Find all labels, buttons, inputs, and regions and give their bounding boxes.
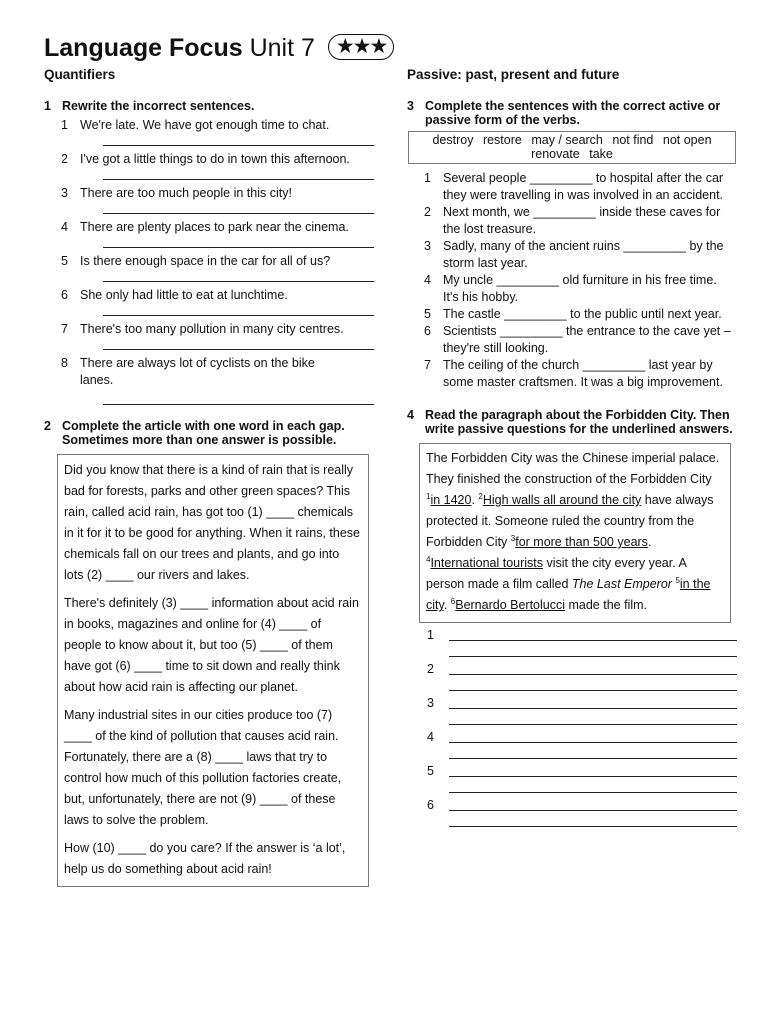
list-item: [424, 204, 734, 238]
list-item: [61, 321, 374, 350]
underlined-answer: in 1420: [430, 493, 472, 507]
word-option: restore: [482, 133, 522, 147]
answer-line[interactable]: [449, 625, 737, 641]
list-item: [424, 238, 734, 272]
article-paragraph: There's definitely (3) ____ information about acid rain in books, magazines and online for (4) ____ of people to know about it, but too (5) ____ of them have got (6) ____ time to sit down and really think about how acid rain is affecting our planet.: [64, 596, 359, 694]
forbidden-city-paragraph: [419, 443, 731, 623]
superscript-marker: 4: [426, 555, 431, 564]
item-text: My uncle _________ old furniture in his free time. It's his hobby.: [443, 273, 717, 304]
answer-row: [427, 625, 737, 659]
answer-lines-list: [427, 625, 737, 829]
underlined-answer: High walls all around the city: [482, 493, 642, 507]
answer-line[interactable]: [449, 811, 737, 827]
paragraph-text: made the film.: [565, 598, 647, 612]
exercise-number: 1: [44, 99, 51, 113]
item-number: 7: [61, 322, 68, 336]
underlined-answer: in the city: [426, 577, 711, 612]
item-text: We're late. We have got enough time to chat.: [80, 118, 330, 132]
item-text: There are plenty places to park near the cinema.: [80, 220, 349, 234]
item-number: 1: [424, 171, 431, 185]
paragraph-text: visit the city every year. A person made a film called: [426, 556, 687, 591]
left-column: [44, 66, 374, 887]
underlined-answer: Bernardo Bertolucci: [455, 598, 566, 612]
answer-row: [427, 659, 737, 693]
answer-line[interactable]: [449, 761, 737, 777]
article-paragraph: Many industrial sites in our cities produce too (7) ____ of the kind of pollution that causes acid rain. Fortunately, there are a (8) ____ laws that try to control how much of this pollution factories create, but, unfortunately, there are not (9) ____ of these laws to solve the problem.: [64, 708, 342, 827]
list-item: [61, 287, 374, 316]
word-option: not find: [612, 133, 654, 147]
exercise-4-heading: [407, 408, 737, 436]
paragraph-text: .: [471, 493, 479, 507]
exercise-3-heading: [407, 99, 737, 127]
answer-line[interactable]: [103, 270, 374, 282]
exercise-number: 3: [407, 99, 414, 113]
answer-number: 6: [427, 798, 434, 812]
article-paragraph: Did you know that there is a kind of rain that is really bad for forests, parks and other green spaces? This rain, called acid rain, has got too (1) ____ chemicals in it for it to be good for anything. When it rains, these chemicals fall on our trees and plants, and go into lots (2) ____ our rivers and lakes.: [64, 463, 360, 582]
word-box: [408, 131, 736, 164]
answer-line[interactable]: [449, 743, 737, 759]
item-number: 4: [424, 273, 431, 287]
section-title-quantifiers: Quantifiers: [44, 67, 116, 82]
answer-line[interactable]: [103, 236, 374, 248]
list-item: [61, 355, 374, 405]
answer-line[interactable]: [449, 727, 737, 743]
answer-number: 5: [427, 764, 434, 778]
answer-number: 4: [427, 730, 434, 744]
item-number: 1: [61, 118, 68, 132]
item-number: 8: [61, 356, 68, 370]
paragraph-text: The Forbidden City was the Chinese imperial palace. They finished the construction of the Forbidden City: [426, 451, 720, 486]
list-item: [61, 117, 374, 146]
difficulty-stars: ★★★: [328, 34, 394, 60]
exercise-2-heading: [44, 419, 374, 447]
answer-row: [427, 727, 737, 761]
item-text: There are always lot of cyclists on the bike lanes.: [80, 356, 315, 387]
article-paragraph: How (10) ____ do you care? If the answer is ‘a lot’, help us do something about acid rain!: [64, 841, 346, 876]
answer-number: 2: [427, 662, 434, 676]
superscript-marker: 1: [426, 492, 431, 501]
answer-line[interactable]: [103, 168, 374, 180]
superscript-marker: 5: [675, 576, 680, 585]
film-title: The Last Emperor: [571, 577, 672, 591]
list-item: [61, 151, 374, 180]
item-number: 6: [61, 288, 68, 302]
list-item: [61, 253, 374, 282]
list-item: [424, 323, 734, 357]
answer-line[interactable]: [449, 709, 737, 725]
item-number: 5: [424, 307, 431, 321]
section-title-passive: Passive: past, present and future: [407, 67, 620, 82]
word-option: not open: [662, 133, 712, 147]
superscript-marker: 2: [478, 492, 483, 501]
answer-number: 1: [427, 628, 434, 642]
item-number: 5: [61, 254, 68, 268]
item-text: She only had little to eat at lunchtime.: [80, 288, 288, 302]
answer-line[interactable]: [449, 659, 737, 675]
item-number: 7: [424, 358, 431, 372]
word-option: may / search: [531, 133, 603, 147]
right-column: [407, 66, 737, 829]
paragraph-text: .: [647, 535, 652, 549]
item-text: Scientists _________ the entrance to the cave yet – they're still looking.: [443, 324, 731, 355]
word-option: destroy: [432, 133, 474, 147]
answer-line[interactable]: [103, 389, 374, 405]
item-number: 2: [424, 205, 431, 219]
answer-line[interactable]: [103, 202, 374, 214]
answer-line[interactable]: [449, 693, 737, 709]
answer-line[interactable]: [103, 134, 374, 146]
list-item: [424, 306, 734, 323]
exercise-instruction: Complete the article with one word in each gap. Sometimes more than one answer is possible.: [62, 419, 345, 447]
exercise-number: 2: [44, 419, 51, 433]
underlined-answer: International tourists: [430, 556, 544, 570]
exercise-3-items: [424, 170, 734, 391]
answer-row: [427, 795, 737, 829]
exercise-1-heading: [44, 99, 374, 113]
exercise-instruction: Read the paragraph about the Forbidden City. Then write passive questions for the underlined answers.: [425, 408, 733, 436]
answer-row: [427, 693, 737, 727]
item-text: Next month, we _________ inside these caves for the lost treasure.: [443, 205, 721, 236]
title-bold: Language Focus: [44, 34, 243, 62]
article-box: [57, 454, 369, 887]
answer-line[interactable]: [103, 338, 374, 350]
answer-line[interactable]: [449, 777, 737, 793]
exercise-1-items: [61, 117, 374, 405]
item-text: Several people _________ to hospital after the car they were travelling in was involved in an accident.: [443, 171, 724, 202]
word-option: renovate: [531, 147, 580, 161]
answer-line[interactable]: [449, 795, 737, 811]
item-text: There are too much people in this city!: [80, 186, 292, 200]
superscript-marker: 3: [510, 534, 516, 543]
item-number: 3: [424, 239, 431, 253]
item-text: I've got a little things to do in town this afternoon.: [80, 152, 350, 166]
paragraph-text: .: [443, 598, 451, 612]
exercise-instruction: Rewrite the incorrect sentences.: [62, 99, 255, 113]
exercise-number: 4: [407, 408, 414, 422]
item-text: The ceiling of the church _________ last year by some master craftsmen. It was a big improvement.: [443, 358, 723, 389]
underlined-answer: for more than 500 years: [515, 535, 648, 549]
item-text: Is there enough space in the car for all of us?: [80, 254, 331, 268]
answer-line[interactable]: [449, 675, 737, 691]
answer-row: [427, 761, 737, 795]
title-unit: Unit 7: [249, 34, 315, 62]
answer-number: 3: [427, 696, 434, 710]
answer-line[interactable]: [103, 304, 374, 316]
exercise-instruction: Complete the sentences with the correct active or passive form of the verbs.: [425, 99, 721, 127]
list-item: [61, 185, 374, 214]
item-text: The castle _________ to the public until next year.: [443, 307, 722, 321]
item-number: 2: [61, 152, 68, 166]
list-item: [424, 170, 734, 204]
item-number: 3: [61, 186, 68, 200]
item-number: 4: [61, 220, 68, 234]
item-number: 6: [424, 324, 431, 338]
list-item: [424, 272, 734, 306]
list-item: [424, 357, 734, 391]
superscript-marker: 6: [450, 597, 456, 606]
answer-line[interactable]: [449, 641, 737, 657]
list-item: [61, 219, 374, 248]
page-title: [44, 32, 394, 64]
word-option: take: [589, 147, 613, 161]
item-text: There's too many pollution in many city centres.: [80, 322, 344, 336]
item-text: Sadly, many of the ancient ruins _________ by the storm last year.: [443, 239, 724, 270]
paragraph-text: have always protected it. Someone ruled the country from the Forbidden City: [426, 493, 714, 549]
